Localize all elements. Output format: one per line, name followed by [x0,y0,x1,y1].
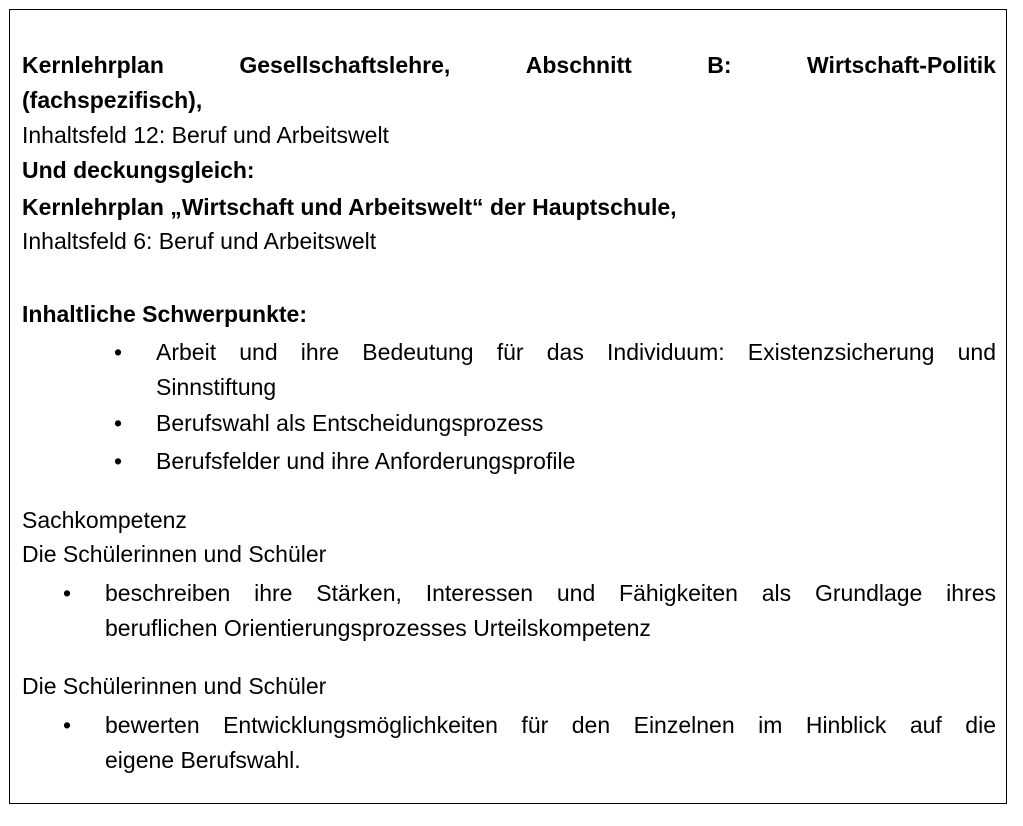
sachkompetenz-title: Sachkompetenz [22,507,187,533]
list-item-line: Arbeit und ihre Bedeutung für das Individuum: Existenzsicherung und [156,339,996,365]
list-item-line: Sinnstiftung [156,374,277,400]
urteilskompetenz-subject: Die Schülerinnen und Schüler [22,673,327,699]
bullet-icon: • [114,339,123,365]
deckungsgleich-label: Und deckungsgleich: [22,157,255,183]
kernlehrplan-hauptschule: Kernlehrplan „Wirtschaft und Arbeitswelt“ der Hauptschule, [22,194,677,220]
inhaltsfeld-12: Inhaltsfeld 12: Beruf und Arbeitswelt [22,122,389,148]
bullet-icon: • [63,712,72,738]
heading-word: Gesellschaftslehre, [239,52,451,78]
schwerpunkte-title: Inhaltliche Schwerpunkte: [22,301,307,327]
list-item-line: eigene Berufswahl. [105,747,301,773]
list-item-line: beruflichen Orientierungsprozesses Urteilskompetenz [105,615,651,641]
inhaltsfeld-6: Inhaltsfeld 6: Beruf und Arbeitswelt [22,228,377,254]
bullet-icon: • [63,580,72,606]
heading-word: B: [707,52,732,78]
heading-word: Abschnitt [525,52,632,78]
list-item: Berufsfelder und ihre Anforderungsprofile [156,448,576,474]
heading-line [22,48,996,83]
bullet-icon: • [114,448,123,474]
list-item-line: bewerten Entwicklungsmöglichkeiten für den Einzelnen im Hinblick auf die [105,712,996,738]
heading-continuation: (fachspezifisch), [22,87,203,113]
sachkompetenz-subject: Die Schülerinnen und Schüler [22,541,327,567]
list-item-line: beschreiben ihre Stärken, Interessen und Fähigkeiten als Grundlage ihres [105,580,996,606]
list-item: Berufswahl als Entscheidungsprozess [156,410,544,436]
heading-word: Kernlehrplan [22,52,164,78]
bullet-icon: • [114,410,123,436]
heading-word: Wirtschaft-Politik [807,52,996,78]
